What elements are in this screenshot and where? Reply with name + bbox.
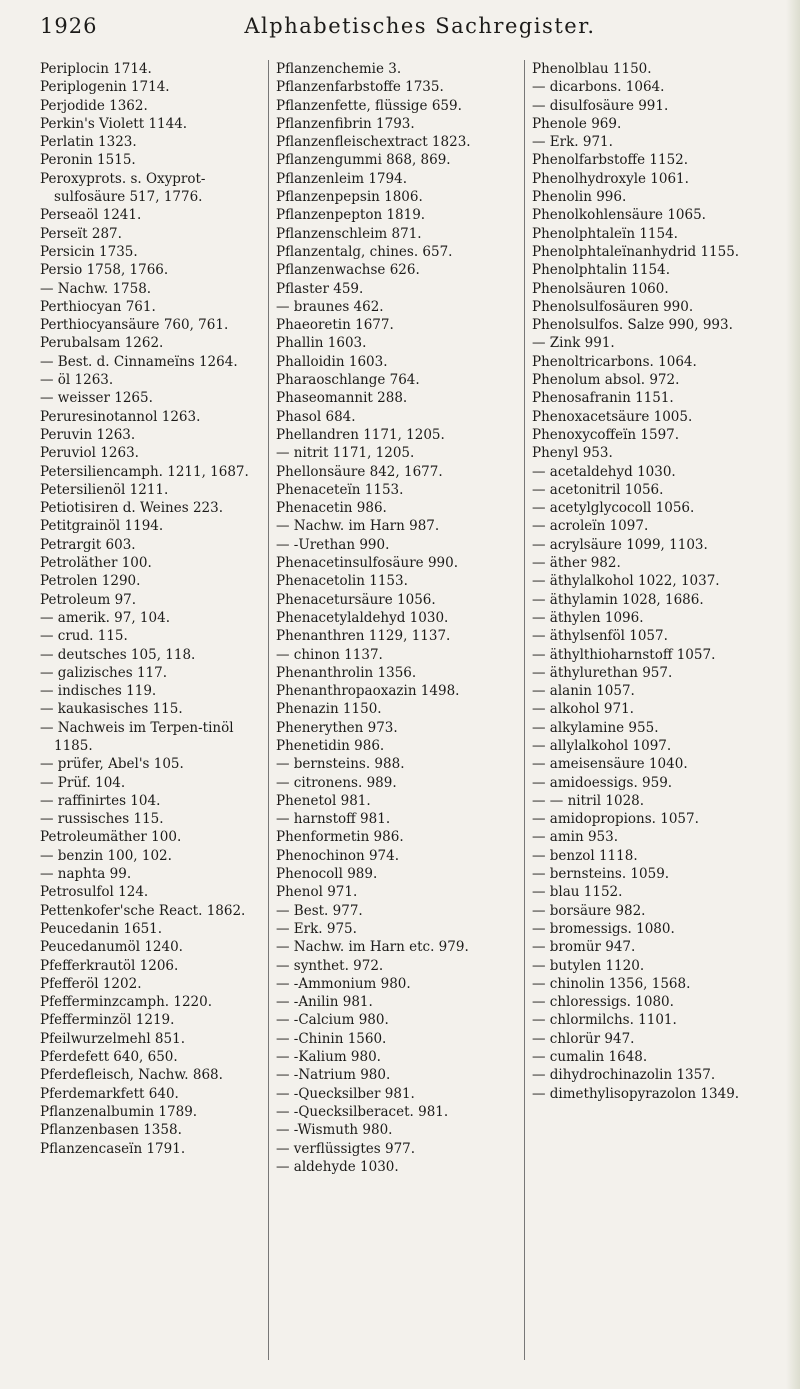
index-entry: Peucedanumöl 1240. — [40, 939, 183, 956]
index-entry: — -Urethan 990. — [276, 536, 390, 553]
index-entry: Phenolsulfos. Salze 990, 993. — [532, 317, 733, 334]
index-entry: — äthylalkohol 1022, 1037. — [532, 573, 720, 590]
index-entry: — dicarbons. 1064. — [532, 79, 665, 96]
index-entry: Pflanzenleim 1794. — [276, 170, 407, 187]
index-entry: Pflanzenschleim 871. — [276, 225, 422, 242]
index-entry: Pflanzenpepton 1819. — [276, 207, 426, 224]
index-entry: — äthylthioharnstoff 1057. — [532, 646, 716, 663]
index-entry: — äthylurethan 957. — [532, 664, 673, 681]
index-entry: Phenolphtaleïn 1154. — [532, 225, 678, 242]
index-entry: Pflanzengummi 868, 869. — [276, 152, 451, 169]
index-entry: — Erk. 971. — [532, 134, 613, 151]
index-entry: Petroleumäther 100. — [40, 829, 182, 846]
index-entry: — bromessigs. 1080. — [532, 920, 675, 937]
index-entry: Phaseomannit 288. — [276, 390, 408, 407]
index-entry: Pflaster 459. — [276, 280, 364, 297]
index-entry: Phenoxycoffeïn 1597. — [532, 426, 680, 443]
index-entry: Pfefferminzcamph. 1220. — [40, 994, 213, 1011]
index-entry: — amin 953. — [532, 829, 619, 846]
page-title: Alphabetisches Sachregister. — [244, 14, 596, 38]
index-entry: Persio 1758, 1766. — [40, 262, 169, 279]
index-entry: — russisches 115. — [40, 811, 164, 828]
index-entry: Phenetol 981. — [276, 792, 371, 809]
index-entry: — Nachweis im Terpen-tinöl 1185. — [40, 719, 234, 754]
index-entry: Phenolsulfosäuren 990. — [532, 298, 694, 315]
index-entry: — crud. 115. — [40, 628, 128, 645]
index-entry: — benzol 1118. — [532, 847, 638, 864]
index-entry: Phalloidin 1603. — [276, 353, 388, 370]
index-entry: — galizisches 117. — [40, 664, 167, 681]
index-entry: — alkylamine 955. — [532, 719, 659, 736]
index-entry: Pflanzenfette, flüssige 659. — [276, 97, 462, 114]
index-entry: Peroxyprots. s. Oxyprot-sulfosäure 517, 1776. — [40, 170, 206, 206]
index-entry: Peronin 1515. — [40, 152, 136, 169]
index-entry: Phenanthren 1129, 1137. — [276, 628, 451, 645]
index-entry: — raffinirtes 104. — [40, 792, 161, 809]
index-entry: Phenazin 1150. — [276, 701, 382, 718]
index-entry: — synthet. 972. — [276, 957, 384, 974]
index-entry: Pflanzenwachse 626. — [276, 262, 420, 279]
index-entry: Petrolen 1290. — [40, 573, 141, 590]
index-entry: — -Natrium 980. — [276, 1067, 391, 1084]
index-entry: Petroleum 97. — [40, 591, 137, 608]
index-entry: Perthiocyansäure 760, 761. — [40, 317, 229, 334]
index-entry: Peruvin 1263. — [40, 426, 136, 443]
index-entry: — -Calcium 980. — [276, 1012, 389, 1029]
index-entry: — Prüf. 104. — [40, 774, 126, 791]
index-entry: Phenoltricarbons. 1064. — [532, 353, 697, 370]
index-entry: — chinon 1137. — [276, 646, 383, 663]
index-entry: Pharaoschlange 764. — [276, 372, 420, 389]
index-entry: Phellonsäure 842, 1677. — [276, 463, 443, 480]
index-entry: — acetaldehyd 1030. — [532, 463, 676, 480]
index-entry: — Best. d. Cinnameïns 1264. — [40, 353, 238, 370]
page-edge-shadow — [786, 0, 800, 1389]
index-entry: — butylen 1120. — [532, 957, 645, 974]
index-entry: Pettenkofer'sche React. 1862. — [40, 902, 246, 919]
index-entry: Phenole 969. — [532, 115, 622, 132]
index-entry: — dihydrochinazolin 1357. — [532, 1067, 716, 1084]
index-entry: Pflanzenchemie 3. — [276, 61, 402, 77]
index-entry: — acetonitril 1056. — [532, 481, 664, 498]
index-entry: — -Kalium 980. — [276, 1049, 381, 1066]
index-entry: — Erk. 975. — [276, 920, 357, 937]
index-entry: Perjodide 1362. — [40, 97, 148, 114]
index-entry: Petitgrainöl 1194. — [40, 518, 164, 535]
index-entry: Phenerythen 973. — [276, 719, 398, 736]
index-entry: Phenolhydroxyle 1061. — [532, 170, 689, 187]
index-entry: — harnstoff 981. — [276, 811, 391, 828]
index-entry: Phenacetolin 1153. — [276, 573, 408, 590]
index-entry: Phenyl 953. — [532, 445, 613, 462]
index-entry: — amidoessigs. 959. — [532, 774, 673, 791]
index-entry: Perseït 287. — [40, 225, 122, 242]
index-entry: Phenolphtaleïnanhydrid 1155. — [532, 243, 740, 260]
index-entry: — braunes 462. — [276, 298, 384, 315]
index-entry: Phenolin 996. — [532, 189, 627, 206]
index-entry: Perlatin 1323. — [40, 134, 137, 151]
index-entry: — prüfer, Abel's 105. — [40, 756, 184, 773]
index-entry: — bernsteins. 1059. — [532, 866, 670, 883]
index-entry: Pflanzenfleischextract 1823. — [276, 134, 471, 151]
index-entry: Perubalsam 1262. — [40, 335, 164, 352]
index-entry: Pflanzentalg, chines. 657. — [276, 243, 453, 260]
index-entry: Phaeoretin 1677. — [276, 317, 394, 334]
index-entry: Perkin's Violett 1144. — [40, 115, 188, 132]
index-entry: — Nachw. im Harn etc. 979. — [276, 939, 469, 956]
index-entry: Phasol 684. — [276, 408, 356, 425]
index-entry: Petrargit 603. — [40, 536, 136, 553]
index-entry: — bernsteins. 988. — [276, 756, 405, 773]
index-entry: Phenolphtalin 1154. — [532, 262, 670, 279]
index-entry: Pflanzenfarbstoffe 1735. — [276, 79, 444, 96]
index-entry: Pfeilwurzelmehl 851. — [40, 1030, 185, 1047]
index-entry: Petrosulfol 124. — [40, 884, 149, 901]
index-entry: — acroleïn 1097. — [532, 518, 649, 535]
index-entry: Persicin 1735. — [40, 243, 138, 260]
index-entry: — acetylglycocoll 1056. — [532, 500, 695, 517]
index-entry: Phenaceteïn 1153. — [276, 481, 404, 498]
index-entry: — kaukasisches 115. — [40, 701, 183, 718]
page-header — [40, 14, 740, 40]
index-entry: — bromür 947. — [532, 939, 636, 956]
index-entry: — chloressigs. 1080. — [532, 994, 674, 1011]
index-entry: Petersilienöl 1211. — [40, 481, 169, 498]
index-entry: — öl 1263. — [40, 372, 114, 389]
index-entry: Petiotisiren d. Weines 223. — [40, 500, 224, 517]
index-entry: — citronens. 989. — [276, 774, 397, 791]
page-number: 1926 — [40, 14, 98, 38]
index-entry: — benzin 100, 102. — [40, 847, 172, 864]
index-entry: Periplocin 1714. — [40, 61, 152, 77]
index-entry: Perthiocyan 761. — [40, 298, 156, 315]
index-entry: Phenacetinsulfosäure 990. — [276, 555, 459, 572]
index-entry: Pflanzenfibrin 1793. — [276, 115, 415, 132]
index-entry: — — nitril 1028. — [532, 792, 645, 809]
index-entry: — cumalin 1648. — [532, 1049, 648, 1066]
index-entry: — Nachw. 1758. — [40, 280, 152, 297]
index-entry: Pferdemarkfett 640. — [40, 1085, 179, 1102]
index-entry: — allylalkohol 1097. — [532, 737, 672, 754]
index-entry: Peruviol 1263. — [40, 445, 139, 462]
index-entry: Phenanthrolin 1356. — [276, 664, 417, 681]
index-entry: Pflanzenbasen 1358. — [40, 1122, 182, 1139]
index-entry: — aldehyde 1030. — [276, 1158, 399, 1175]
index-entry: Phallin 1603. — [276, 335, 367, 352]
index-entry: — acrylsäure 1099, 1103. — [532, 536, 708, 553]
index-entry: Peruresinotannol 1263. — [40, 408, 201, 425]
index-entry: Pferdefett 640, 650. — [40, 1049, 178, 1066]
index-entry: Phenformetin 986. — [276, 829, 404, 846]
index-entry: — äther 982. — [532, 555, 621, 572]
index-entry: Phenolblau 1150. — [532, 61, 652, 77]
index-entry: — -Quecksilberacet. 981. — [276, 1103, 449, 1120]
index-entry: — -Chinin 1560. — [276, 1030, 387, 1047]
index-entry: — verflüssigtes 977. — [276, 1140, 416, 1157]
index-entry: — ameisensäure 1040. — [532, 756, 688, 773]
index-column-3 — [524, 60, 780, 1360]
index-entry: Phenocoll 989. — [276, 866, 378, 883]
index-entry: Phenolfarbstoffe 1152. — [532, 152, 689, 169]
index-columns — [40, 60, 782, 1360]
index-entry: — naphta 99. — [40, 866, 132, 883]
index-entry: — Zink 991. — [532, 335, 615, 352]
index-entry: Pfefferöl 1202. — [40, 975, 142, 992]
index-entry: — chlormilchs. 1101. — [532, 1012, 677, 1029]
index-entry: — Best. 977. — [276, 902, 363, 919]
index-entry: Phenoxacetsäure 1005. — [532, 408, 693, 425]
index-entry: Pferdefleisch, Nachw. 868. — [40, 1067, 223, 1084]
index-entry: — blau 1152. — [532, 884, 623, 901]
index-entry: Phenolum absol. 972. — [532, 372, 680, 389]
index-entry: Phenolsäuren 1060. — [532, 280, 669, 297]
index-entry: — chinolin 1356, 1568. — [532, 975, 691, 992]
index-entry: Pfefferminzöl 1219. — [40, 1012, 175, 1029]
index-entry: Phenacetylaldehyd 1030. — [276, 609, 449, 626]
index-entry: — alkohol 971. — [532, 701, 634, 718]
index-entry: — amerik. 97, 104. — [40, 609, 170, 626]
index-entry: Phenacetin 986. — [276, 500, 387, 517]
index-entry: — borsäure 982. — [532, 902, 646, 919]
index-entry: — indisches 119. — [40, 683, 157, 700]
index-entry: Peucedanin 1651. — [40, 920, 163, 937]
index-column-2 — [268, 60, 524, 1360]
index-entry: Perseaöl 1241. — [40, 207, 142, 224]
index-entry: Phenosafranin 1151. — [532, 390, 674, 407]
index-entry: Phenochinon 974. — [276, 847, 400, 864]
index-entry: — -Anilin 981. — [276, 994, 373, 1011]
index-entry: Petersiliencamph. 1211, 1687. — [40, 463, 249, 480]
index-entry: Periplogenin 1714. — [40, 79, 170, 96]
index-entry: — amidopropions. 1057. — [532, 811, 699, 828]
index-entry: Pflanzencaseïn 1791. — [40, 1140, 186, 1157]
index-entry: — Nachw. im Harn 987. — [276, 518, 440, 535]
index-entry: Pflanzenpepsin 1806. — [276, 189, 423, 206]
index-entry: Phellandren 1171, 1205. — [276, 426, 445, 443]
index-entry: — -Quecksilber 981. — [276, 1085, 415, 1102]
index-entry: Phenacetursäure 1056. — [276, 591, 436, 608]
index-entry: — äthylen 1096. — [532, 609, 644, 626]
index-entry: — disulfosäure 991. — [532, 97, 669, 114]
index-entry: — dimethylisopyrazolon 1349. — [532, 1085, 740, 1102]
index-entry: — alanin 1057. — [532, 683, 635, 700]
index-entry: — -Ammonium 980. — [276, 975, 411, 992]
index-entry: Pflanzenalbumin 1789. — [40, 1103, 198, 1120]
index-column-1 — [40, 60, 260, 1360]
index-entry: Phenolkohlensäure 1065. — [532, 207, 706, 224]
index-entry: Petroläther 100. — [40, 555, 152, 572]
index-entry: Pfefferkrautöl 1206. — [40, 957, 179, 974]
index-entry: Phenetidin 986. — [276, 737, 385, 754]
index-entry: — äthylsenföl 1057. — [532, 628, 668, 645]
index-entry: Phenol 971. — [276, 884, 358, 901]
index-entry: — nitrit 1171, 1205. — [276, 445, 415, 462]
index-entry: — chlorür 947. — [532, 1030, 635, 1047]
index-entry: — äthylamin 1028, 1686. — [532, 591, 704, 608]
index-entry: Phenanthropaoxazin 1498. — [276, 683, 460, 700]
index-entry: — -Wismuth 980. — [276, 1122, 393, 1139]
index-entry: — deutsches 105, 118. — [40, 646, 196, 663]
index-entry: — weisser 1265. — [40, 390, 153, 407]
